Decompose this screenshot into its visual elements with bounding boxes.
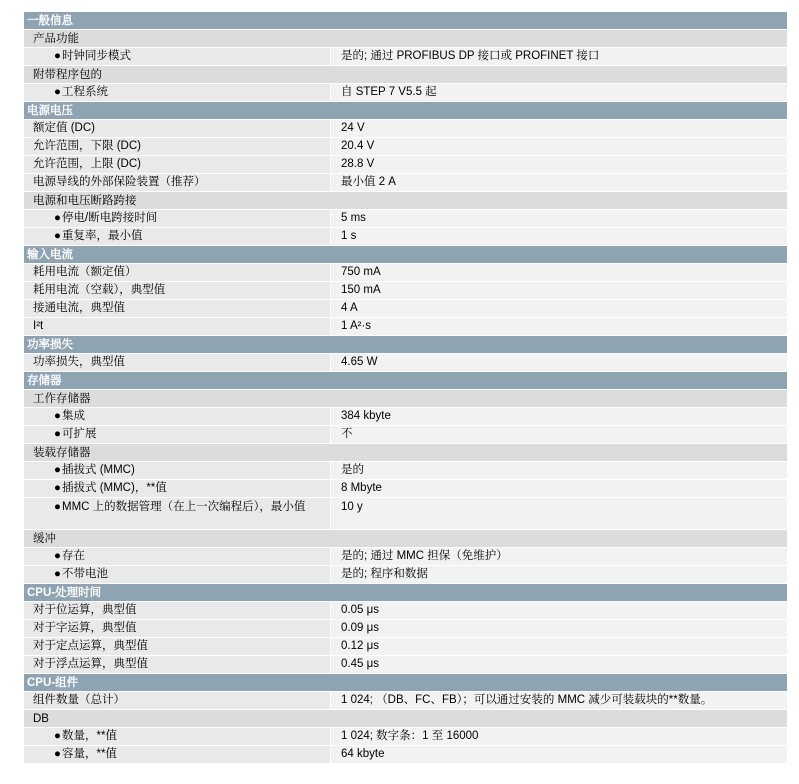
spec-label: 允许范围，上限 (DC)	[24, 156, 330, 173]
spec-value: 8 Mbyte	[330, 480, 787, 497]
spec-label: 组件数量（总计）	[24, 692, 330, 709]
spec-label: 停电/断电跨接时间	[62, 212, 158, 224]
subsection-title: 附带程序包的	[24, 66, 102, 83]
spec-value: 是的; 通过 PROFIBUS DP 接口或 PROFINET 接口	[330, 48, 787, 65]
spec-value: 0.09 μs	[330, 620, 787, 637]
bullet-icon: ●	[54, 748, 61, 760]
spec-value: 最小值 2 A	[330, 174, 787, 191]
spec-label: 工程系统	[62, 86, 108, 98]
spec-row-fixed-ops	[24, 638, 787, 656]
section-header-general	[24, 12, 787, 30]
bullet-icon: ●	[54, 428, 61, 440]
spec-row-high-limit	[24, 156, 787, 174]
spec-value: 28.8 V	[330, 156, 787, 173]
subsection-backup	[24, 530, 787, 548]
spec-label: I²t	[24, 318, 330, 335]
section-title: 功率损失	[27, 339, 73, 351]
section-header-cpu-time	[24, 584, 787, 602]
spec-table	[24, 12, 787, 764]
spec-value: 10 y	[330, 498, 787, 529]
spec-label: 对于定点运算，典型值	[24, 638, 330, 655]
spec-label: 可扩展	[62, 428, 97, 440]
spec-row-plug-mmc-max	[24, 480, 787, 498]
spec-label: 耗用电流（额定值）	[24, 264, 330, 281]
bullet-icon: ●	[54, 568, 61, 580]
spec-label: 存在	[62, 550, 85, 562]
section-title: 存储器	[27, 375, 62, 387]
spec-row-word-ops	[24, 620, 787, 638]
spec-row-power-loss-typ	[24, 354, 787, 372]
spec-row-consumption-rated	[24, 264, 787, 282]
bullet-icon: ●	[54, 501, 61, 513]
section-header-supply	[24, 102, 787, 120]
spec-value: 自 STEP 7 V5.5 起	[330, 84, 787, 101]
bullet-icon: ●	[54, 730, 61, 742]
bullet-icon: ●	[54, 410, 61, 422]
spec-value: 0.05 μs	[330, 602, 787, 619]
spec-label: 数量，**值	[62, 730, 117, 742]
spec-row-integrated	[24, 408, 787, 426]
section-title: 输入电流	[27, 249, 73, 261]
spec-value: 150 mA	[330, 282, 787, 299]
spec-row-block-count	[24, 692, 787, 710]
spec-row-float-ops	[24, 656, 787, 674]
bullet-icon: ●	[54, 212, 61, 224]
spec-row-expandable	[24, 426, 787, 444]
spec-label: 不带电池	[62, 568, 108, 580]
subsection-title: 产品功能	[24, 30, 79, 47]
spec-value: 不	[330, 426, 787, 443]
section-header-input-current	[24, 246, 787, 264]
section-title: 电源电压	[27, 105, 73, 117]
bullet-icon: ●	[54, 50, 61, 62]
spec-value: 0.45 μs	[330, 656, 787, 673]
spec-value: 1 s	[330, 228, 787, 245]
spec-row-plug-mmc	[24, 462, 787, 480]
spec-row-db-number	[24, 728, 787, 746]
spec-value: 是的	[330, 462, 787, 479]
subsection-bridging	[24, 192, 787, 210]
section-header-cpu-blocks	[24, 674, 787, 692]
spec-label: 对于位运算，典型值	[24, 602, 330, 619]
bullet-icon: ●	[54, 230, 61, 242]
section-title: CPU-组件	[27, 677, 79, 689]
spec-row-outage	[24, 210, 787, 228]
bullet-icon: ●	[54, 550, 61, 562]
subsection-db	[24, 710, 787, 728]
spec-label: 功率损失，典型值	[24, 354, 330, 371]
spec-value: 1 A²·s	[330, 318, 787, 335]
section-title: 一般信息	[27, 15, 73, 27]
spec-label: 接通电流，典型值	[24, 300, 330, 317]
section-header-memory	[24, 372, 787, 390]
spec-row-repeat	[24, 228, 787, 246]
spec-label: 电源导线的外部保险装置（推荐）	[24, 174, 330, 191]
spec-row-present	[24, 548, 787, 566]
subsection-work-memory	[24, 390, 787, 408]
spec-value: 1 024; 数字条：1 至 16000	[330, 728, 787, 745]
spec-label: 允许范围，下限 (DC)	[24, 138, 330, 155]
subsection-product-function	[24, 30, 787, 48]
spec-row-db-size	[24, 746, 787, 764]
spec-label: 对于浮点运算，典型值	[24, 656, 330, 673]
subsection-title: DB	[24, 710, 49, 727]
spec-value: 4.65 W	[330, 354, 787, 371]
subsection-software-package	[24, 66, 787, 84]
subsection-title: 工作存储器	[24, 390, 91, 407]
spec-label: MMC 上的数据管理（在上一次编程后），最小值	[62, 501, 306, 513]
spec-label: 额定值 (DC)	[24, 120, 330, 137]
section-title: CPU-处理时间	[27, 587, 102, 599]
spec-label: 重复率，最小值	[62, 230, 143, 242]
spec-value: 64 kbyte	[330, 746, 787, 763]
spec-label: 插拔式 (MMC)	[62, 464, 135, 476]
subsection-load-memory	[24, 444, 787, 462]
spec-value: 20.4 V	[330, 138, 787, 155]
bullet-icon: ●	[54, 86, 61, 98]
spec-row-mmc-data	[24, 498, 787, 530]
spec-row-i2t	[24, 318, 787, 336]
spec-label: 耗用电流（空载），典型值	[24, 282, 330, 299]
spec-value: 4 A	[330, 300, 787, 317]
spec-value: 750 mA	[330, 264, 787, 281]
spec-value: 24 V	[330, 120, 787, 137]
spec-row-consumption-idle	[24, 282, 787, 300]
spec-row-bit-ops	[24, 602, 787, 620]
spec-row-rated-dc	[24, 120, 787, 138]
subsection-title: 电源和电压断路跨接	[24, 192, 137, 209]
spec-row-eng-system	[24, 84, 787, 102]
spec-row-clock-sync	[24, 48, 787, 66]
bullet-icon: ●	[54, 464, 61, 476]
subsection-title: 缓冲	[24, 530, 56, 547]
section-header-power-loss	[24, 336, 787, 354]
spec-row-inrush	[24, 300, 787, 318]
spec-label: 集成	[62, 410, 85, 422]
spec-value: 384 kbyte	[330, 408, 787, 425]
spec-value: 是的; 程序和数据	[330, 566, 787, 583]
spec-label: 容量，**值	[62, 748, 117, 760]
spec-value: 0.12 μs	[330, 638, 787, 655]
spec-value: 是的; 通过 MMC 担保（免维护）	[330, 548, 787, 565]
spec-value: 1 024; （DB、FC、FB）；可以通过安装的 MMC 减少可装载块的**数量。	[330, 692, 787, 709]
bullet-icon: ●	[54, 482, 61, 494]
spec-row-fuse	[24, 174, 787, 192]
spec-label: 插拔式 (MMC)，**值	[62, 482, 167, 494]
spec-label: 对于字运算，典型值	[24, 620, 330, 637]
subsection-title: 装载存储器	[24, 444, 91, 461]
spec-value: 5 ms	[330, 210, 787, 227]
spec-row-no-battery	[24, 566, 787, 584]
spec-row-low-limit	[24, 138, 787, 156]
spec-label: 时钟同步模式	[62, 50, 131, 62]
